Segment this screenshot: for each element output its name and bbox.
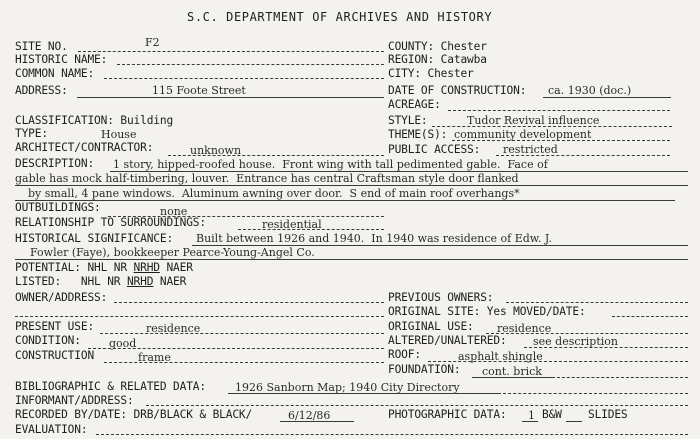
acreage-label: ACREAGE: (388, 98, 441, 111)
altered-label: ALTERED/UNALTERED: (388, 334, 507, 347)
style-value: Tudor Revival influence (467, 114, 600, 127)
original-use-label: ORIGINAL USE: (388, 320, 474, 333)
previous-owners-line (506, 302, 688, 303)
owner-address-label: OWNER/ADDRESS: (15, 291, 108, 304)
condition-label: CONDITION: (15, 334, 81, 347)
description-line-1: 1 story, hipped-roofed house. Front wing with tall pedimented gable. Face of (113, 158, 548, 171)
construction-line (104, 362, 384, 363)
description-label: DESCRIPTION: (15, 157, 95, 170)
photo-count-line (522, 421, 538, 422)
potential-nrhd-checked: NRHD (133, 261, 160, 274)
construction-label: CONSTRUCTION (15, 349, 95, 362)
description-rule-2 (15, 185, 688, 186)
outbuildings-value: none (160, 205, 188, 218)
bibliographic-value: 1926 Sanborn Map; 1940 City Directory (235, 381, 460, 394)
original-use-value: residence (497, 322, 552, 335)
date-construction-value: ca. 1930 (doc.) (548, 84, 632, 97)
acreage-line (448, 110, 670, 111)
address-label: ADDRESS: (15, 84, 68, 97)
foundation-line-tail (552, 377, 688, 378)
site-no-label: SITE NO. (15, 40, 68, 53)
architect-value: unknown (190, 144, 242, 157)
present-use-value: residence (146, 322, 201, 335)
historic-name-line (117, 64, 384, 65)
type-value: House (101, 128, 137, 141)
bw-label: B&W (542, 408, 562, 421)
site-no-value: F2 (145, 36, 160, 49)
date-construction-line (543, 97, 671, 98)
photographic-label: PHOTOGRAPHIC DATA: (388, 408, 507, 421)
public-access-line (496, 155, 670, 156)
address-value: 115 Foote Street (152, 84, 246, 97)
moved-date-line (612, 316, 688, 317)
region-label: REGION: Catawba (388, 53, 487, 66)
architect-label: ARCHITECT/CONTRACTOR: (15, 141, 154, 154)
owner-address-line-2 (15, 316, 384, 317)
style-line (432, 126, 672, 127)
architect-line (168, 155, 384, 156)
description-line-3: by small, 4 pane windows. Aluminum awning over door. S end of main roof overhangs* (28, 187, 520, 200)
address-line (77, 97, 384, 98)
original-use-line (486, 333, 688, 334)
foundation-value: cont. brick (482, 365, 542, 378)
potential-label: POTENTIAL: NHL NR NRHD NAER (15, 261, 193, 274)
recorded-by-label: RECORDED BY/DATE: DRB/BLACK & BLACK/ (15, 408, 253, 421)
bibliographic-line-tail (498, 393, 688, 394)
public-access-label: PUBLIC ACCESS: (388, 143, 481, 156)
significance-line-1: Built between 1926 and 1940. In 1940 was residence of Edw. J. (196, 232, 552, 245)
site-no-line (78, 51, 384, 52)
historical-significance-label: HISTORICAL SIGNIFICANCE: (15, 232, 174, 245)
evaluation-label: EVALUATION: (15, 423, 88, 436)
roof-label: ROOF: (388, 348, 421, 361)
outbuildings-label: OUTBUILDINGS: (15, 201, 101, 214)
city-label: CITY: Chester (388, 67, 474, 80)
relationship-label: RELATIONSHIP TO SURROUNDINGS: (15, 216, 206, 229)
form-header: S.C. DEPARTMENT OF ARCHIVES AND HISTORY (187, 10, 493, 24)
present-use-label: PRESENT USE: (15, 320, 95, 333)
roof-value: asphalt shingle (458, 350, 543, 363)
date-construction-label: DATE OF CONSTRUCTION: (388, 84, 527, 97)
foundation-line (472, 377, 552, 378)
common-name-label: COMMON NAME: (15, 67, 95, 80)
relationship-value: residential (262, 218, 322, 231)
relationship-line (238, 229, 384, 230)
informant-label: INFORMANT/ADDRESS: (15, 394, 134, 407)
bibliographic-label: BIBLIOGRAPHIC & RELATED DATA: (15, 380, 206, 393)
themes-line (452, 140, 670, 141)
informant-line (146, 405, 688, 406)
public-access-value: restricted (503, 143, 558, 156)
bibliographic-line (228, 393, 498, 394)
condition-value: good (109, 337, 137, 350)
condition-line (88, 348, 384, 349)
altered-value: see description (533, 335, 618, 348)
common-name-line (104, 78, 384, 79)
themes-label: THEME(S): (388, 128, 448, 141)
themes-value: community development (454, 128, 592, 141)
listed-label: LISTED: NHL NR NRHD NAER (15, 275, 187, 288)
county-label: COUNTY: Chester (388, 40, 487, 53)
recorded-date-line (280, 421, 354, 422)
recorded-date-value: 6/12/86 (288, 409, 331, 422)
construction-value: frame (138, 351, 171, 364)
previous-owners-label: PREVIOUS OWNERS: (388, 291, 494, 304)
original-site-label: ORIGINAL SITE: Yes MOVED/DATE: (388, 305, 586, 318)
description-line-2: gable has mock half-timbering, louver. Entrance has central Craftsman style door flanked (15, 172, 519, 185)
bw-line (566, 421, 582, 422)
altered-line (524, 347, 688, 348)
listed-nrhd-checked: NRHD (126, 275, 154, 288)
description-rule-3 (15, 200, 675, 201)
evaluation-line (96, 434, 688, 435)
owner-address-line (114, 302, 384, 303)
type-label: TYPE: (15, 127, 48, 140)
classification-label: CLASSIFICATION: Building (15, 114, 174, 127)
roof-line (428, 361, 688, 362)
significance-rule-2 (15, 259, 688, 260)
present-use-line (100, 333, 384, 334)
photo-count-value: 1 (528, 409, 535, 422)
significance-line-2: Fowler (Faye), bookkeeper Pearce-Young-Angel Co. (30, 246, 315, 259)
foundation-label: FOUNDATION: (388, 363, 461, 376)
style-label: STYLE: (388, 114, 428, 127)
historic-name-label: HISTORIC NAME: (15, 53, 108, 66)
slides-label: SLIDES (588, 408, 628, 421)
